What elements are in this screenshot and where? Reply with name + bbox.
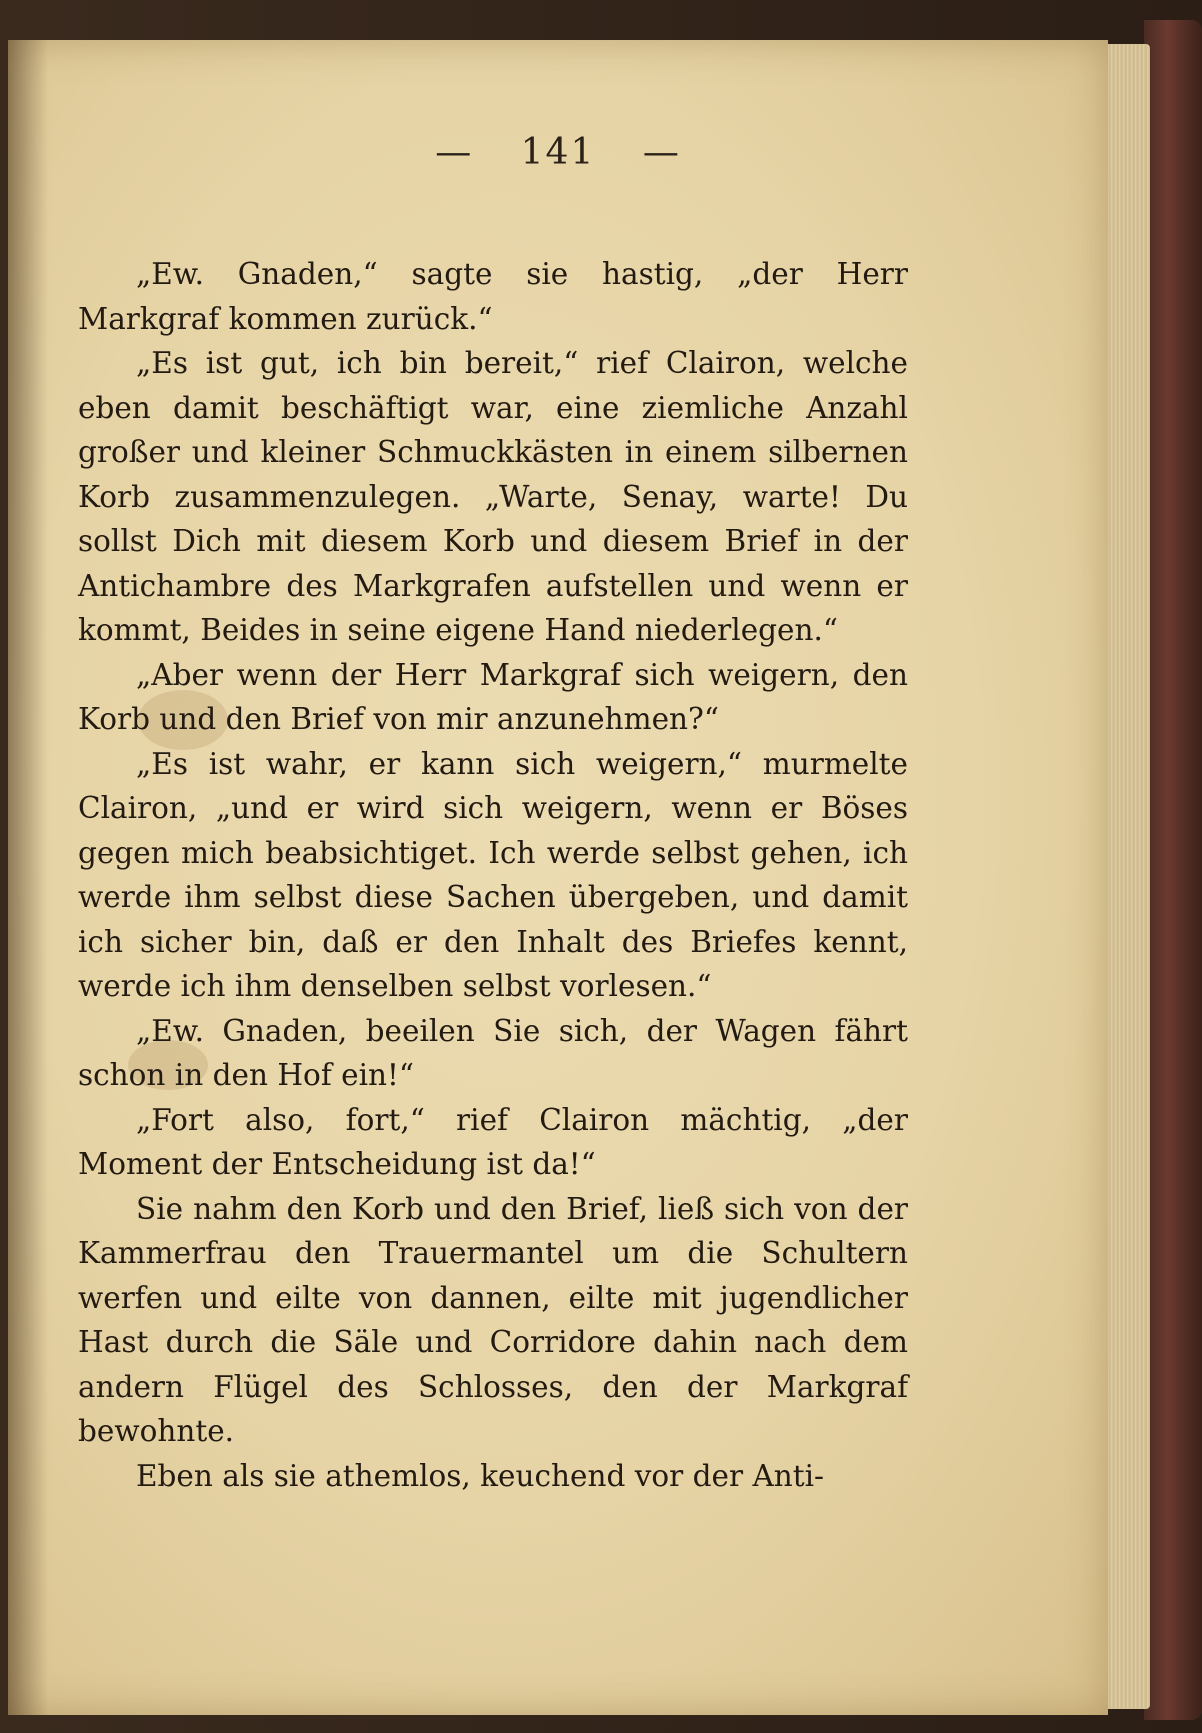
header-dash-left: — [435,132,474,173]
page-number: 141 [520,132,596,173]
paragraph: „Ew. Gnaden,“ sagte sie hastig, „der Herr Markgraf kommen zurück.“ [78,257,908,336]
page-stack-edge [1104,44,1150,1709]
paragraph: „Es ist wahr, er kann sich weigern,“ murmelte Clairon, „und er wird sich weigern, wenn er Böses gegen mich beabsichtiget. Ich werde selbst gehen, ich werde ihm selbst diese Sachen übergeben, und damit ich sicher bin, daß er den Inhalt des Briefes kennt, werde ich ihm denselben selbst vorlesen.“ [78,746,908,1003]
paragraph: „Ew. Gnaden, beeilen Sie sich, der Wagen fährt schon in den Hof ein!“ [78,1013,908,1092]
spine-shadow [8,40,48,1715]
paragraph: Eben als sie athemlos, keuchend vor der Anti- [136,1458,825,1493]
paragraph: Sie nahm den Korb und den Brief, ließ sich von der Kammerfrau den Trauermantel um die Schultern werfen und eilte von dannen, eilte mit jugendlicher Hast durch die Säle und Corridore dahin nach dem andern Flügel des Schlosses, den der Markgraf bewohnte. [78,1191,908,1448]
book-cover-edge [1144,20,1202,1720]
book-page [8,40,1108,1715]
page-header [8,132,1108,173]
paragraph: „Fort also, fort,“ rief Clairon mächtig, „der Moment der Entscheidung ist da!“ [78,1102,908,1181]
body-text [78,252,908,1498]
header-dash-right: — [642,132,681,173]
paragraph: „Es ist gut, ich bin bereit,“ rief Clairon, welche eben damit beschäftigt war, eine ziemliche Anzahl großer und kleiner Schmuckkästen in einem silbernen Korb zusammenzulegen. „Warte, Senay, warte! Du sollst Dich mit diesem Korb und diesem Brief in der Antichambre des Markgrafen aufstellen und wenn er kommt, Beides in seine eigene Hand niederlegen.“ [78,346,908,647]
paragraph: „Aber wenn der Herr Markgraf sich weigern, den Korb und den Brief von mir anzunehmen?“ [78,657,908,736]
